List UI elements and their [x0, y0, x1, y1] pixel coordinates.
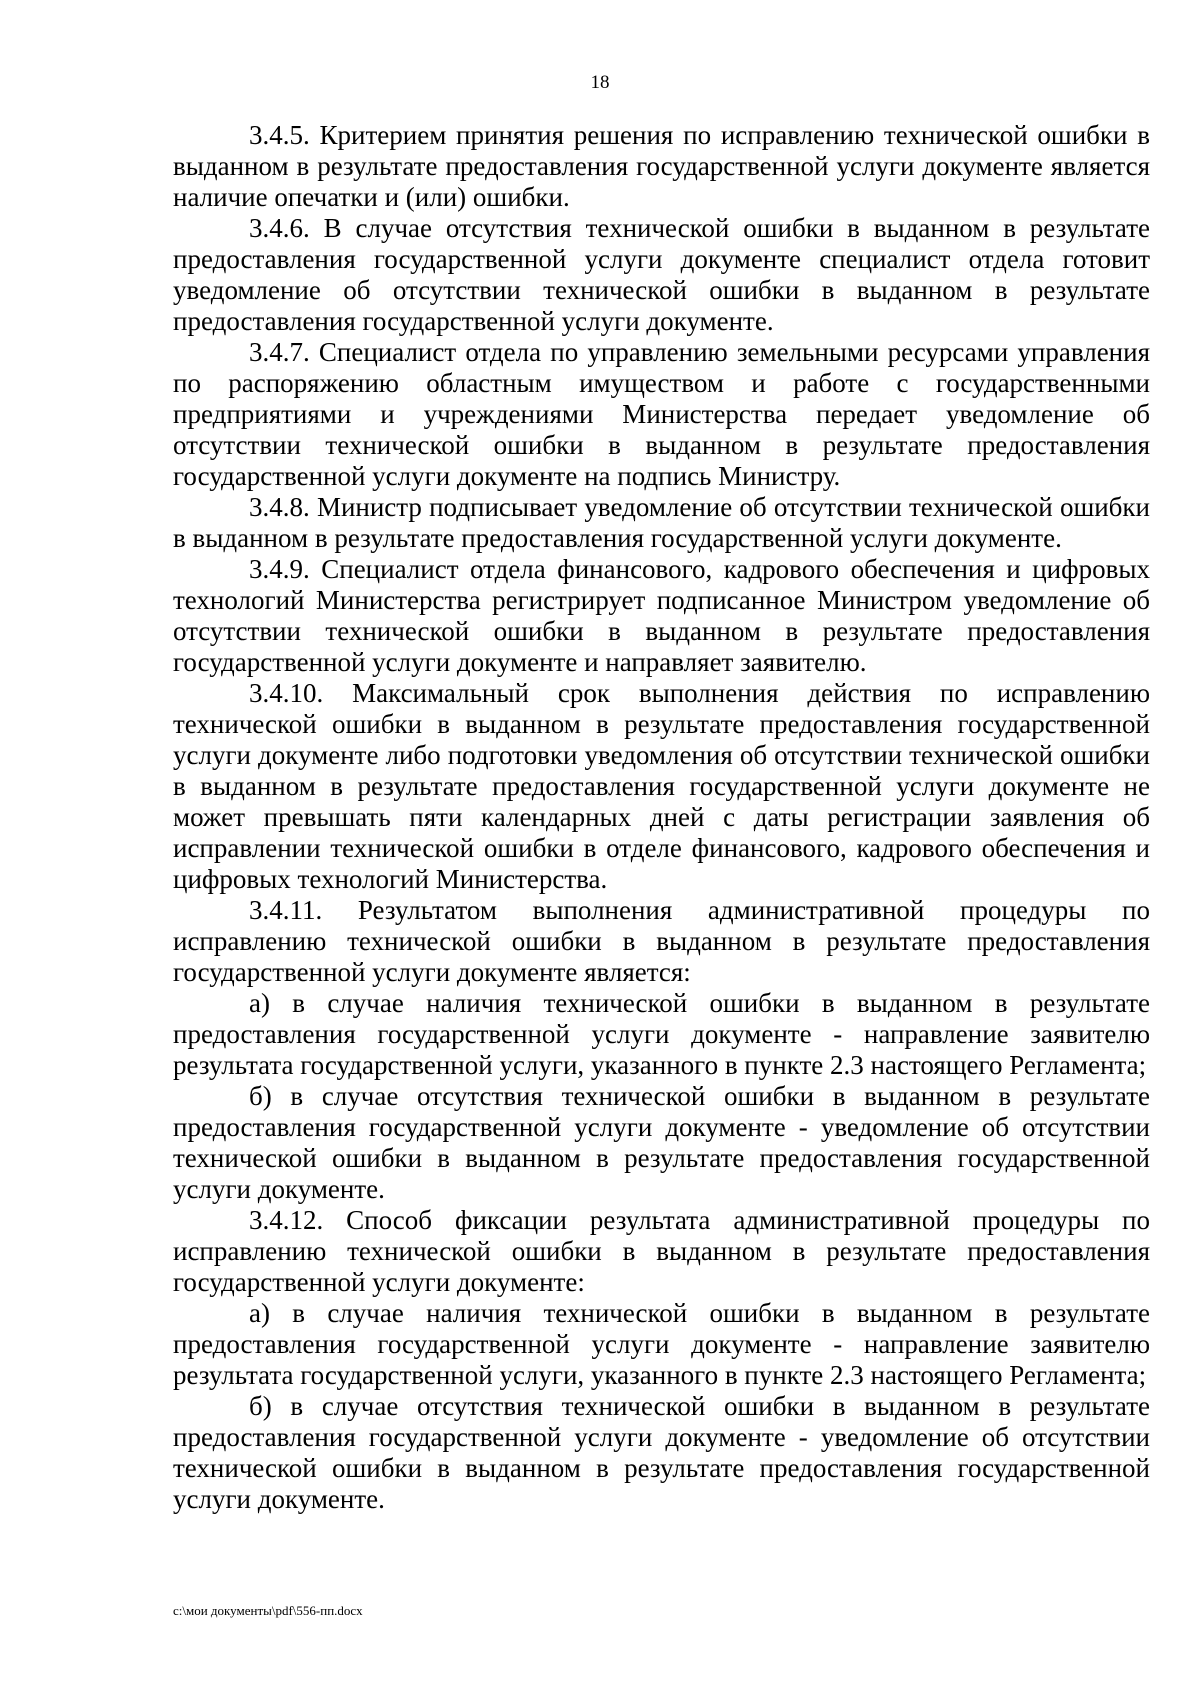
paragraph-3-4-12-a: а) в случае наличия технической ошибки в выданном в результате предоставления государственной услуги документе - направление заявителю результата государственной услуги, указанного в пункте 2.3 настоящего Регламента;: [173, 1298, 1150, 1390]
paragraph-3-4-12-b: б) в случае отсутствия технической ошибки в выданном в результате предоставления государственной услуги документе - уведомление об отсутствии технической ошибки в выданном в результате предоставления государственной услуги документе.: [173, 1391, 1150, 1514]
paragraph-3-4-5: 3.4.5. Критерием принятия решения по исправлению технической ошибки в выданном в результате предоставления государственной услуги документе является наличие опечатки и (или) ошибки.: [173, 120, 1150, 212]
paragraph-3-4-10: 3.4.10. Максимальный срок выполнения действия по исправлению технической ошибки в выданном в результате предоставления государственной услуги документе либо подготовки уведомления об отсутствии технической ошибки в выданном в результате предоставления государственной услуги документе не может превышать пяти календарных дней с даты регистрации заявления об исправлении технической ошибки в отделе финансового, кадрового обеспечения и цифровых технологий Министерства.: [173, 678, 1150, 894]
paragraph-3-4-11-b: б) в случае отсутствия технической ошибки в выданном в результате предоставления государственной услуги документе - уведомление об отсутствии технической ошибки в выданном в результате предоставления государственной услуги документе.: [173, 1081, 1150, 1204]
paragraph-3-4-11: 3.4.11. Результатом выполнения административной процедуры по исправлению технической ошибки в выданном в результате предоставления государственной услуги документе является:: [173, 895, 1150, 987]
paragraph-3-4-7: 3.4.7. Специалист отдела по управлению земельными ресурсами управления по распоряжению областным имуществом и работе с государственными предприятиями и учреждениями Министерства передает уведомление об отсутствии технической ошибки в выданном в результате предоставления государственной услуги документе на подпись Министру.: [173, 337, 1150, 491]
page-number: 18: [590, 72, 610, 93]
paragraph-3-4-12: 3.4.12. Способ фиксации результата административной процедуры по исправлению технической ошибки в выданном в результате предоставления государственной услуги документе:: [173, 1205, 1150, 1297]
document-body: [173, 120, 1150, 1515]
footer-file-path: c:\мои документы\pdf\556-пп.docx: [173, 1603, 363, 1618]
paragraph-3-4-8: 3.4.8. Министр подписывает уведомление об отсутствии технической ошибки в выданном в результате предоставления государственной услуги документе.: [173, 492, 1150, 553]
paragraph-3-4-11-a: а) в случае наличия технической ошибки в выданном в результате предоставления государственной услуги документе - направление заявителю результата государственной услуги, указанного в пункте 2.3 настоящего Регламента;: [173, 988, 1150, 1080]
paragraph-3-4-9: 3.4.9. Специалист отдела финансового, кадрового обеспечения и цифровых технологий Министерства регистрирует подписанное Министром уведомление об отсутствии технической ошибки в выданном в результате предоставления государственной услуги документе и направляет заявителю.: [173, 554, 1150, 677]
paragraph-3-4-6: 3.4.6. В случае отсутствия технической ошибки в выданном в результате предоставления государственной услуги документе специалист отдела готовит уведомление об отсутствии технической ошибки в выданном в результате предоставления государственной услуги документе.: [173, 213, 1150, 336]
